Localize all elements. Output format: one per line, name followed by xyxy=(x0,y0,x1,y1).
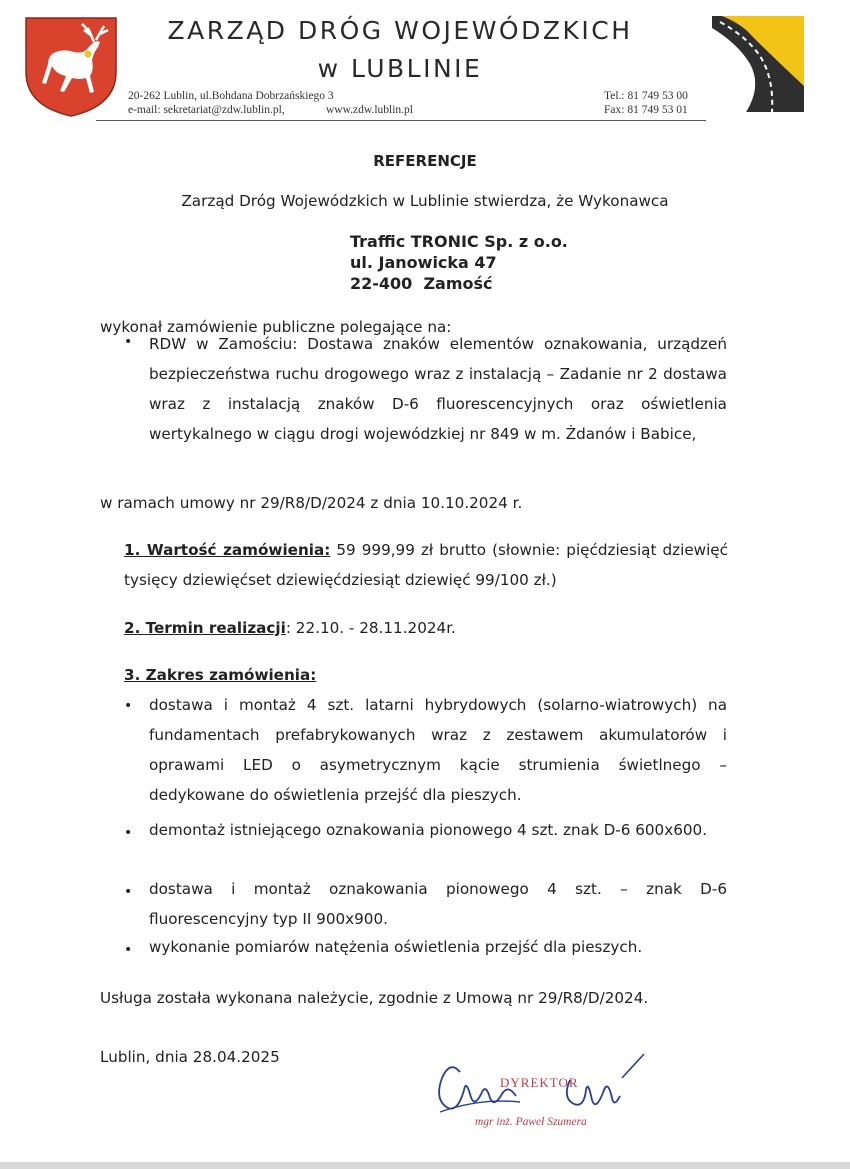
fax: Fax: 81 749 53 01 xyxy=(604,104,688,116)
contractor-city: 22-400 Zamość xyxy=(350,274,493,293)
website: www.zdw.lublin.pl xyxy=(326,104,413,116)
section-value-label: 1. Wartość zamówienia: xyxy=(124,541,331,559)
scope-item: dostawa i montaż oznakowania pionowego 4 szt. – znak D-6 fluorescencyjny typ II 900x900. xyxy=(149,880,727,928)
scope-item: dostawa i montaż 4 szt. latarni hybrydowych (solarno-wiatrowych) na fundamentach prefabrykowanych wraz z zestawem akumulatorów i oprawami LED o asymetrycznym kącie strumienia świetlnego – dedykowane do oświetlenia przejść dla pieszych. xyxy=(149,696,727,804)
section-term xyxy=(124,613,456,643)
scan-edge xyxy=(0,1162,850,1169)
contractor-name: Traffic TRONIC Sp. z o.o. xyxy=(350,232,568,251)
email: e-mail: sekretariat@zdw.lublin.pl, xyxy=(128,104,285,116)
section-scope-label: 3. Zakres zamówienia: xyxy=(124,666,317,684)
scope-item: demontaż istniejącego oznakowania pionowego 4 szt. znak D-6 600x600. xyxy=(149,821,708,839)
address: 20-262 Lublin, ul.Bohdana Dobrzańskiego 3 xyxy=(128,90,334,102)
closing-text: Usługa została wykonana należycie, zgodnie z Umową nr 29/R8/D/2024. xyxy=(100,989,649,1007)
contract-line: w ramach umowy nr 29/R8/D/2024 z dnia 10.10.2024 r. xyxy=(100,494,523,512)
date-place: Lublin, dnia 28.04.2025 xyxy=(100,1048,280,1066)
bullet-icon: • xyxy=(124,334,133,350)
organization-name: ZARZĄD DRÓG WOJEWÓDZKICH xyxy=(167,16,633,45)
section-scope xyxy=(124,660,316,690)
section-term-label: 2. Termin realizacji xyxy=(124,619,286,637)
document-title: REFERENCJE xyxy=(373,152,477,170)
order-item: RDW w Zamościu: Dostawa znaków elementów oznakowania, urządzeń bezpieczeństwa ruchu drogowego wraz z instalacją – Zadanie nr 2 dostawa wraz z instalacją znaków D-6 fluorescencyjnych oraz oświetlenia wertykalnego w ciągu drogi wojewódzkiej nr 849 w m. Żdanów i Babice, xyxy=(149,335,727,443)
intro-text: Zarząd Dróg Wojewódzkich w Lublinie stwierdza, że Wykonawca xyxy=(181,192,669,210)
organization-city: w LUBLINIE xyxy=(317,54,483,83)
order-intro: wykonał zamówienie publiczne polegające na: xyxy=(100,318,452,336)
bullet-icon: • xyxy=(124,942,133,958)
bullet-icon: • xyxy=(124,884,133,900)
section-value-text: 59 999,99 zł brutto (słownie: pięćdziesiąt dziewięć tysięcy dziewięćset dziewięćdziesiąt dziewięć 99/100 zł.) xyxy=(124,541,728,589)
contractor-street: ul. Janowicka 47 xyxy=(350,253,497,272)
phone: Tel.: 81 749 53 00 xyxy=(604,90,688,102)
stamp-name: mgr inż. Paweł Szumera xyxy=(475,1116,587,1128)
stamp-title: DYREKTOR xyxy=(500,1075,579,1090)
coat-of-arms-logo xyxy=(22,14,120,118)
road-logo xyxy=(712,16,804,112)
header-divider xyxy=(96,120,706,121)
bullet-icon: • xyxy=(124,825,133,841)
section-value xyxy=(124,535,728,595)
section-term-text: : 22.10. - 28.11.2024r. xyxy=(285,619,456,637)
bullet-icon: • xyxy=(124,698,133,714)
scope-item: wykonanie pomiarów natężenia oświetlenia przejść dla pieszych. xyxy=(149,938,643,956)
